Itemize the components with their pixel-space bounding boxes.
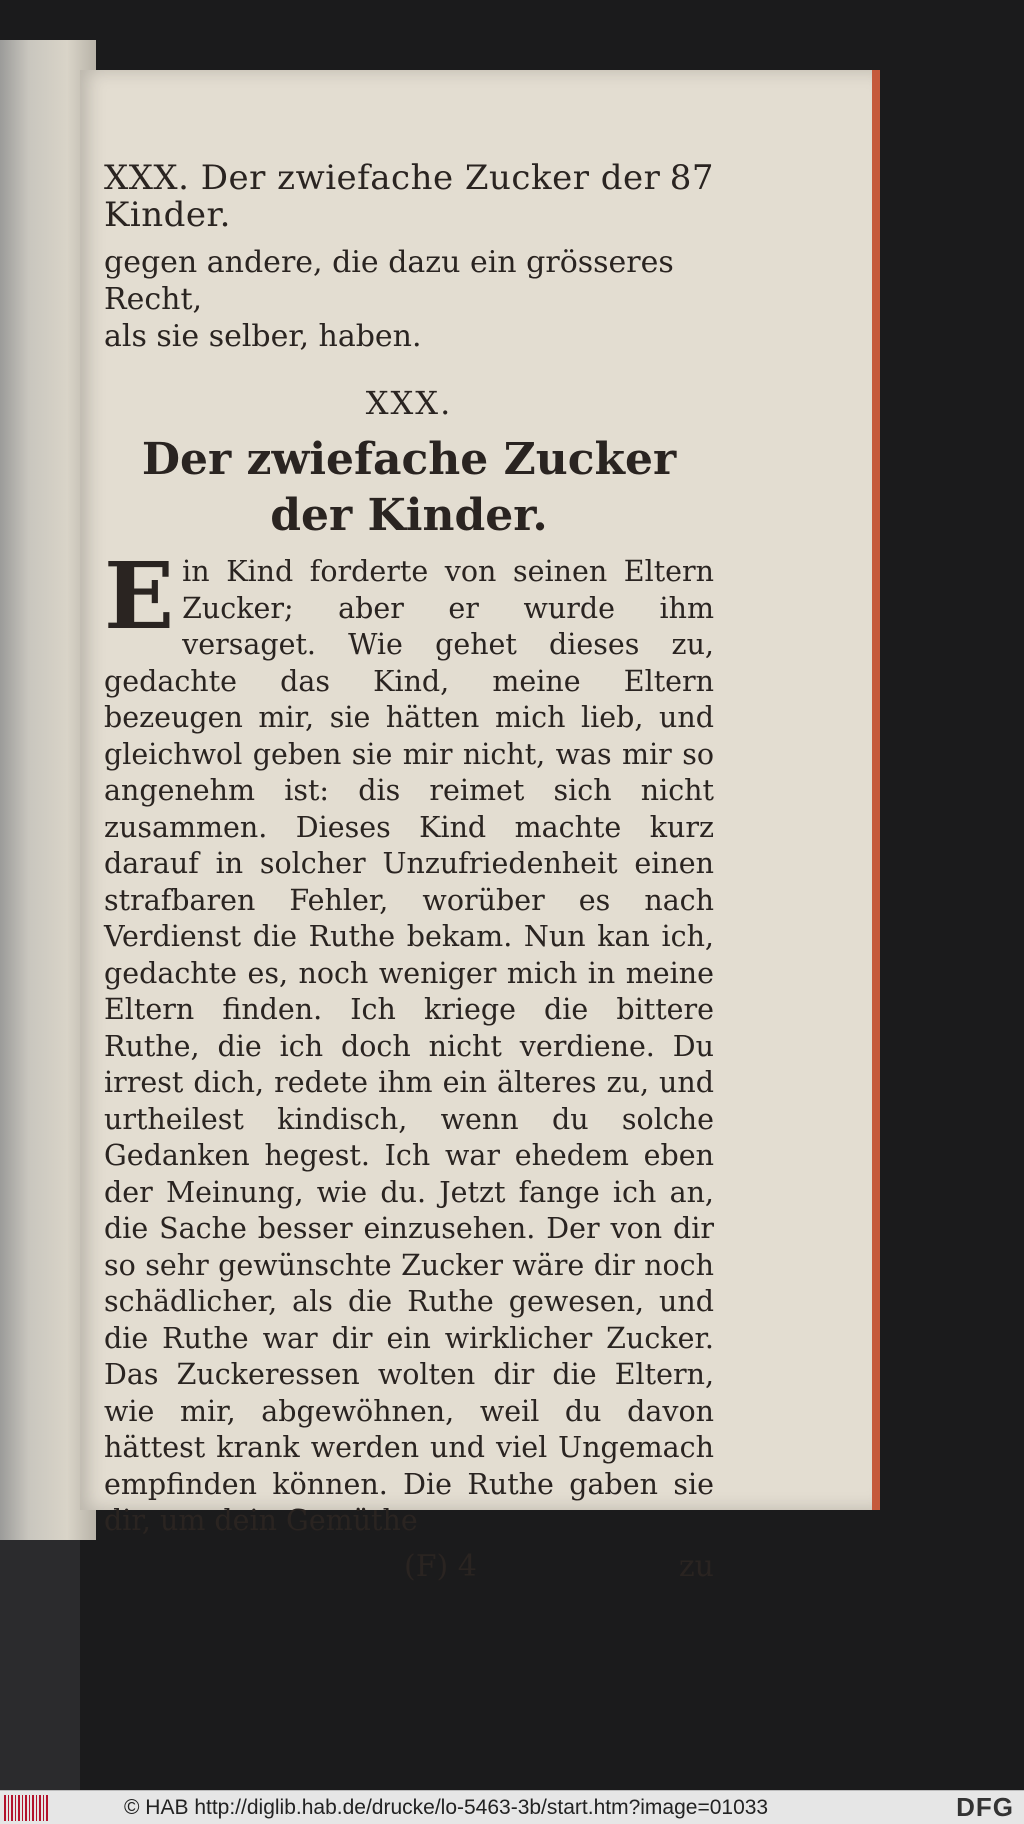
lead-line-1: gegen andere, die dazu ein grösseres Recht,: [104, 245, 674, 317]
dropcap: E: [104, 542, 175, 650]
body-paragraph: in Kind forderte von seinen Eltern Zucker; aber er wurde ihm versaget. Wie gehet dieses zu, gedachte das Kind, meine Eltern bezeugen mir, sie hätten mich lieb, und gleichwol geben sie mir nicht, was mir so angenehm ist: dis reimet sich nicht zusammen. Dieses Kind machte kurz darauf in solcher Unzufriedenheit einen strafbaren Fehler, worüber es nach Verdienst die Ruthe bekam. Nun kan ich, gedachte es, noch weniger mich in meine Eltern finden. Ich kriege die bittere Ruthe, die ich doch nicht verdiene. Du irrest dich, redete ihm ein älteres zu, und urtheilest kindisch, wenn du solche Gedanken hegest. Ich war ehedem eben der Meinung, wie du. Jetzt fange ich an, die Sache besser einzusehen. Der von dir so sehr gewünschte Zucker wäre dir noch schädlicher, als die Ruthe gewesen, und die Ruthe war dir ein wirklicher Zucker. Das Zuckeressen wolten dir die Eltern, wie mir, abgewöhnen, weil du davon hättest krank werden und viel Ungemach empfinden können. Die Ruthe gaben sie dir, um dein Gemüthe: [104, 555, 714, 1537]
copyright-link[interactable]: © HAB http://diglib.hab.de/drucke/lo-5463-3b/start.htm?image=01033: [124, 1795, 769, 1819]
running-head: [104, 160, 714, 234]
signature-mark: (F) 4: [404, 1548, 477, 1584]
catchword: zu: [678, 1548, 714, 1584]
chapter-title: Der zwiefache Zucker der Kinder.: [141, 434, 677, 541]
page-text: [104, 160, 714, 1585]
page-number: 87: [669, 158, 714, 198]
page-footer: [104, 1548, 714, 1585]
lead-lines: [104, 244, 714, 355]
chapter-number: XXX.: [365, 384, 453, 422]
hab-logo-icon: [4, 1795, 48, 1821]
viewer-footer-bar: [0, 1790, 1024, 1824]
body-text: [104, 542, 714, 1540]
lead-line-2: als sie selber, haben.: [104, 319, 422, 354]
dfg-logo: DFG: [956, 1792, 1014, 1822]
running-head-title: XXX. Der zwiefache Zucker der Kinder.: [104, 158, 661, 235]
page-red-edge: [872, 70, 880, 1510]
background-dark: [0, 1540, 80, 1790]
